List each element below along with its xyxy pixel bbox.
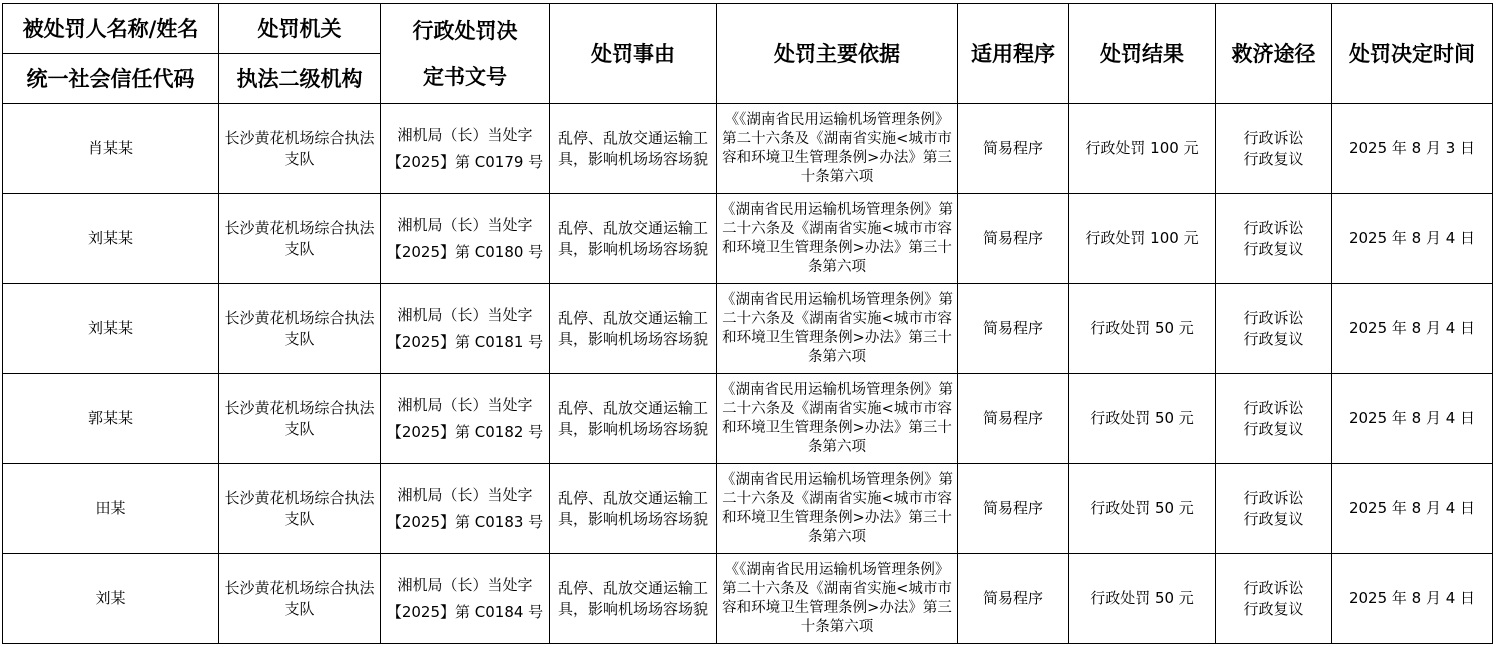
remedy-review: 行政复议 [1243,149,1304,168]
cell-result: 行政处罚 50 元 [1069,554,1216,644]
doc-number-line1: 湘机局（长）当处字 [397,485,533,504]
cell-procedure: 简易程序 [958,104,1069,194]
cell-name: 郭某某 [3,374,219,464]
cell-reason: 乱停、乱放交通运输工具，影响机场场容场貌 [550,104,717,194]
cell-date: 2025 年 8 月 4 日 [1332,284,1493,374]
cell-doc-number [381,104,550,194]
header-doc-number-line2: 定书文号 [423,63,507,89]
doc-number-line2: 【2025】第 C0184 号 [386,602,544,621]
cell-authority: 长沙黄花机场综合执法支队 [219,194,381,284]
cell-doc-number [381,284,550,374]
cell-remedy [1216,104,1332,194]
table-header [3,4,1493,104]
cell-procedure: 简易程序 [958,194,1069,284]
doc-number-line2: 【2025】第 C0179 号 [386,152,544,171]
doc-number-line1: 湘机局（长）当处字 [397,125,533,144]
cell-reason: 乱停、乱放交通运输工具，影响机场场容场貌 [550,284,717,374]
header-reason: 处罚事由 [550,4,717,104]
cell-reason: 乱停、乱放交通运输工具，影响机场场容场貌 [550,374,717,464]
cell-remedy [1216,464,1332,554]
table-body [3,104,1493,644]
cell-name: 田某 [3,464,219,554]
cell-name: 刘某某 [3,284,219,374]
header-doc-number-line1: 行政处罚决 [412,17,518,43]
doc-number-line1: 湘机局（长）当处字 [397,215,533,234]
cell-procedure: 简易程序 [958,374,1069,464]
cell-basis: 《《湖南省民用运输机场管理条例》第二十六条及《湖南省实施<城市市容和环境卫生管理条例>办法》第三十条第六项 [717,104,958,194]
cell-basis: 《湖南省民用运输机场管理条例》第二十六条及《湖南省实施<城市市容和环境卫生管理条例>办法》第三十条第六项 [717,374,958,464]
cell-authority: 长沙黄花机场综合执法支队 [219,464,381,554]
cell-date: 2025 年 8 月 3 日 [1332,104,1493,194]
cell-result: 行政处罚 50 元 [1069,464,1216,554]
remedy-litigation: 行政诉讼 [1243,128,1304,147]
doc-number-line1: 湘机局（长）当处字 [397,575,533,594]
cell-doc-number [381,374,550,464]
doc-number-line1: 湘机局（长）当处字 [397,395,533,414]
cell-date: 2025 年 8 月 4 日 [1332,194,1493,284]
cell-procedure: 简易程序 [958,284,1069,374]
header-date: 处罚决定时间 [1332,4,1493,104]
remedy-litigation: 行政诉讼 [1243,218,1304,237]
header-doc-number [381,4,550,104]
header-authority: 处罚机关 [219,4,381,54]
cell-result: 行政处罚 50 元 [1069,374,1216,464]
remedy-review: 行政复议 [1243,509,1304,528]
doc-number-line2: 【2025】第 C0180 号 [386,242,544,261]
cell-reason: 乱停、乱放交通运输工具，影响机场场容场貌 [550,554,717,644]
cell-doc-number [381,464,550,554]
cell-remedy [1216,374,1332,464]
cell-result: 行政处罚 50 元 [1069,284,1216,374]
cell-basis: 《湖南省民用运输机场管理条例》第二十六条及《湖南省实施<城市市容和环境卫生管理条例>办法》第三十条第六项 [717,464,958,554]
cell-reason: 乱停、乱放交通运输工具，影响机场场容场貌 [550,464,717,554]
penalty-table [2,3,1493,644]
header-credit-code: 统一社会信任代码 [3,54,219,104]
table-row [3,554,1493,644]
header-basis: 处罚主要依据 [717,4,958,104]
cell-authority: 长沙黄花机场综合执法支队 [219,284,381,374]
cell-authority: 长沙黄花机场综合执法支队 [219,554,381,644]
table-row [3,374,1493,464]
cell-date: 2025 年 8 月 4 日 [1332,554,1493,644]
header-sub-authority: 执法二级机构 [219,54,381,104]
header-procedure: 适用程序 [958,4,1069,104]
cell-result: 行政处罚 100 元 [1069,194,1216,284]
cell-name: 肖某某 [3,104,219,194]
cell-authority: 长沙黄花机场综合执法支队 [219,374,381,464]
doc-number-line2: 【2025】第 C0182 号 [386,422,544,441]
cell-procedure: 简易程序 [958,554,1069,644]
doc-number-line1: 湘机局（长）当处字 [397,305,533,324]
header-result: 处罚结果 [1069,4,1216,104]
cell-date: 2025 年 8 月 4 日 [1332,374,1493,464]
remedy-review: 行政复议 [1243,329,1304,348]
cell-remedy [1216,284,1332,374]
header-remedy: 救济途径 [1216,4,1332,104]
remedy-review: 行政复议 [1243,599,1304,618]
header-name: 被处罚人名称/姓名 [3,4,219,54]
remedy-litigation: 行政诉讼 [1243,308,1304,327]
remedy-litigation: 行政诉讼 [1243,488,1304,507]
cell-basis: 《湖南省民用运输机场管理条例》第二十六条及《湖南省实施<城市市容和环境卫生管理条例>办法》第三十条第六项 [717,194,958,284]
doc-number-line2: 【2025】第 C0181 号 [386,332,544,351]
cell-name: 刘某某 [3,194,219,284]
cell-remedy [1216,554,1332,644]
table-row [3,464,1493,554]
cell-result: 行政处罚 100 元 [1069,104,1216,194]
cell-remedy [1216,194,1332,284]
cell-name: 刘某 [3,554,219,644]
remedy-litigation: 行政诉讼 [1243,398,1304,417]
remedy-litigation: 行政诉讼 [1243,578,1304,597]
remedy-review: 行政复议 [1243,239,1304,258]
cell-procedure: 简易程序 [958,464,1069,554]
doc-number-line2: 【2025】第 C0183 号 [386,512,544,531]
cell-doc-number [381,194,550,284]
table-row [3,104,1493,194]
cell-authority: 长沙黄花机场综合执法支队 [219,104,381,194]
table-row [3,194,1493,284]
cell-doc-number [381,554,550,644]
cell-basis: 《《湖南省民用运输机场管理条例》第二十六条及《湖南省实施<城市市容和环境卫生管理条例>办法》第三十条第六项 [717,554,958,644]
cell-date: 2025 年 8 月 4 日 [1332,464,1493,554]
remedy-review: 行政复议 [1243,419,1304,438]
cell-basis: 《湖南省民用运输机场管理条例》第二十六条及《湖南省实施<城市市容和环境卫生管理条例>办法》第三十条第六项 [717,284,958,374]
cell-reason: 乱停、乱放交通运输工具，影响机场场容场貌 [550,194,717,284]
table-row [3,284,1493,374]
